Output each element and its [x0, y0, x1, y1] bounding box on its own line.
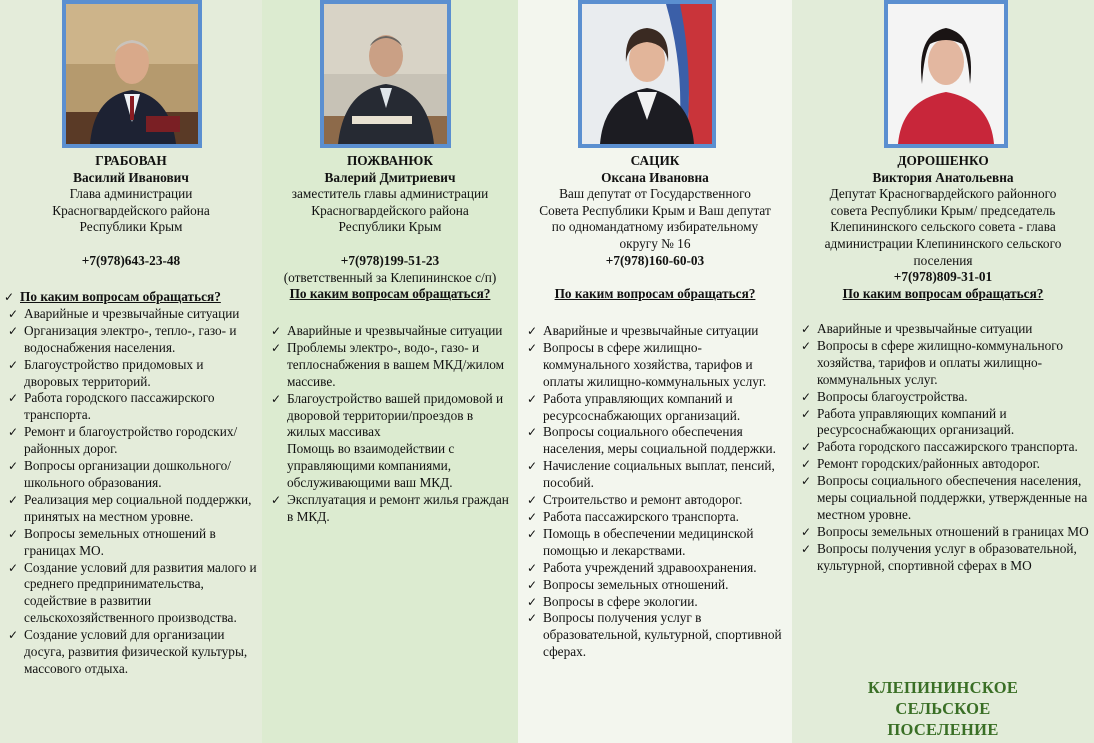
official-surname: САЦИК — [630, 153, 680, 168]
list-item: ✓ Вопросы в сфере жилищно-коммунального хозяйства, тарифов и оплаты жилищно-коммунальных услуг. — [800, 338, 1090, 389]
list-item: ✓ Помощь в обеспечении медицинской помощью и лекарствами. — [526, 526, 788, 560]
list-item: ✓ Аварийные и чрезвычайные ситуации — [526, 323, 788, 340]
list-item: ✓ Вопросы земельных отношений в границах МО — [800, 524, 1090, 541]
list-item: ✓ Вопросы социального обеспечения населения, меры социальной поддержки, утвержденные на местном уровне. — [800, 473, 1090, 524]
portrait-photo — [320, 0, 451, 148]
list-item: ✓ Начисление социальных выплат, пенсий, пособий. — [526, 458, 788, 492]
list-item: ✓ Создание условий для развития малого и среднего предпринимательства, содействие в развитии сельскохозяйственного производства. — [7, 560, 258, 628]
list-item: ✓ Вопросы получения услуг в образовательной, культурной, спортивной сферах. — [526, 610, 788, 661]
list-item: ✓ Вопросы благоустройства. — [800, 389, 1090, 406]
official-column-doroshenko — [792, 0, 1094, 743]
list-item: Помощь во взаимодействии с управляющими компаниями, обслуживающими ваш МКД. — [287, 441, 455, 491]
official-position-line: заместитель главы администрации — [291, 186, 489, 202]
list-item: ✓ Ремонт городских/районных автодорог. — [800, 456, 1090, 473]
questions-list — [526, 323, 788, 661]
official-position-line: Красногвардейского района — [52, 202, 210, 218]
list-item: ✓ Эксплуатация и ремонт жилья граждан в МКД. — [270, 492, 514, 526]
official-position-line: Красногвардейского района — [311, 202, 469, 218]
official-name: Валерий Дмитриевич — [324, 169, 456, 185]
portrait-photo — [62, 0, 202, 148]
questions-heading: По каким вопросам обращаться? — [842, 285, 1044, 301]
questions-list — [800, 321, 1090, 575]
official-position-line: поселения — [913, 252, 973, 268]
list-item: ✓ Работа учреждений здравоохранения. — [526, 560, 788, 577]
questions-list — [270, 323, 514, 526]
official-column-grabovan — [0, 0, 262, 743]
official-name: Оксана Ивановна — [601, 169, 709, 185]
list-item: ✓ Вопросы социального обеспечения населения, меры социальной поддержки. — [526, 424, 788, 458]
official-column-satsik — [518, 0, 792, 743]
list-item: ✓ Работа пассажирского транспорта. — [526, 509, 788, 526]
official-position-line: округу № 16 — [619, 235, 691, 251]
list-item: ✓ Вопросы земельных отношений. — [526, 577, 788, 594]
official-header — [262, 153, 518, 303]
official-column-pozhvanyuk — [262, 0, 518, 743]
questions-heading: По каким вопросам обращаться? — [554, 286, 756, 302]
official-position-line: Клепининского сельского совета - глава — [830, 219, 1056, 235]
official-position-line: Республики Крым — [79, 219, 183, 235]
official-header — [792, 153, 1094, 302]
spacer — [518, 269, 792, 286]
list-item: ✓ Благоустройство вашей придомовой и дворовой территории/проездов в жилых массивах — [270, 391, 514, 442]
portrait-photo — [884, 0, 1008, 148]
official-phone: +7(978)643-23-48 — [81, 252, 181, 268]
official-position-line: администрации Клепининского сельского — [824, 235, 1062, 251]
official-position-line: Совета Республики Крым и Ваш депутат — [539, 202, 771, 218]
spacer — [262, 236, 518, 253]
official-phone: +7(978)199-51-23 — [340, 252, 440, 268]
official-phone: +7(978)160-60-03 — [605, 252, 705, 268]
list-item: ✓ Реализация мер социальной поддержки, принятых на местном уровне. — [7, 492, 258, 526]
questions-heading: По каким вопросам обращаться? — [289, 286, 491, 302]
settlement-title-line: СЕЛЬСКОЕ — [895, 699, 991, 718]
list-item: ✓ Проблемы электро-, водо-, газо- и теплоснабжения в вашем МКД/жилом массиве. — [270, 340, 514, 391]
official-name: Виктория Анатольевна — [872, 169, 1014, 185]
official-position-line: совета Республики Крым/ председатель — [830, 202, 1056, 218]
list-item: ✓ Аварийные и чрезвычайные ситуации — [7, 306, 258, 323]
list-item: ✓ Вопросы в сфере жилищно-коммунального хозяйства, тарифов и оплаты жилищно-коммунальных услуг. — [526, 340, 788, 391]
list-item: ✓ Вопросы организации дошкольного/школьного образования. — [7, 458, 258, 492]
list-item: ✓ Благоустройство придомовых и дворовых территорий. — [7, 357, 258, 391]
official-header — [0, 153, 262, 270]
settlement-title — [792, 677, 1094, 740]
official-position-line: Депутат Красногвардейского районного — [829, 186, 1057, 202]
portrait-photo — [578, 0, 716, 148]
list-item: ✓ Работа городского пассажирского транспорта. — [800, 439, 1090, 456]
settlement-title-line: ПОСЕЛЕНИЕ — [887, 720, 999, 739]
official-position-line: Республики Крым — [338, 219, 442, 235]
official-phone: +7(978)809-31-01 — [893, 269, 993, 285]
questions-heading: ✓ По каким вопросам обращаться? — [3, 289, 258, 306]
spacer — [0, 236, 262, 253]
list-item: ✓ Создание условий для организации досуга, развития физической культуры, массового отдыха. — [7, 627, 258, 678]
official-header — [518, 153, 792, 303]
official-note: (ответственный за Клепининское с/п) — [283, 269, 497, 285]
questions-list — [3, 289, 258, 678]
list-item: ✓ Аварийные и чрезвычайные ситуации — [270, 323, 514, 340]
official-position-line: по одномандатному избирательному — [551, 219, 759, 235]
list-item: ✓ Вопросы получения услуг в образовательной, культурной, спортивной сферах в МО — [800, 541, 1090, 575]
list-item: ✓ Аварийные и чрезвычайные ситуации — [800, 321, 1090, 338]
list-item: ✓ Работа городского пассажирского транспорта. — [7, 390, 258, 424]
list-item: ✓ Работа управляющих компаний и ресурсоснабжающих организаций. — [800, 406, 1090, 440]
list-item: ✓ Организация электро-, тепло-, газо- и водоснабжения населения. — [7, 323, 258, 357]
official-position-line: Ваш депутат от Государственного — [559, 186, 751, 202]
list-item: ✓ Вопросы в сфере экологии. — [526, 594, 788, 611]
official-name: Василий Иванович — [73, 169, 189, 185]
official-surname: ДОРОШЕНКО — [897, 153, 989, 168]
settlement-title-line: КЛЕПИНИНСКОЕ — [867, 678, 1019, 697]
list-item: ✓ Ремонт и благоустройство городских/районных дорог. — [7, 424, 258, 458]
list-item: ✓ Строительство и ремонт автодорог. — [526, 492, 788, 509]
official-surname: ПОЖВАНЮК — [346, 153, 434, 168]
official-position-line: Глава администрации — [69, 186, 193, 202]
list-item: ✓ Вопросы земельных отношений в границах МО. — [7, 526, 258, 560]
list-item: ✓ Работа управляющих компаний и ресурсоснабжающих организаций. — [526, 391, 788, 425]
official-surname: ГРАБОВАН — [95, 153, 167, 168]
